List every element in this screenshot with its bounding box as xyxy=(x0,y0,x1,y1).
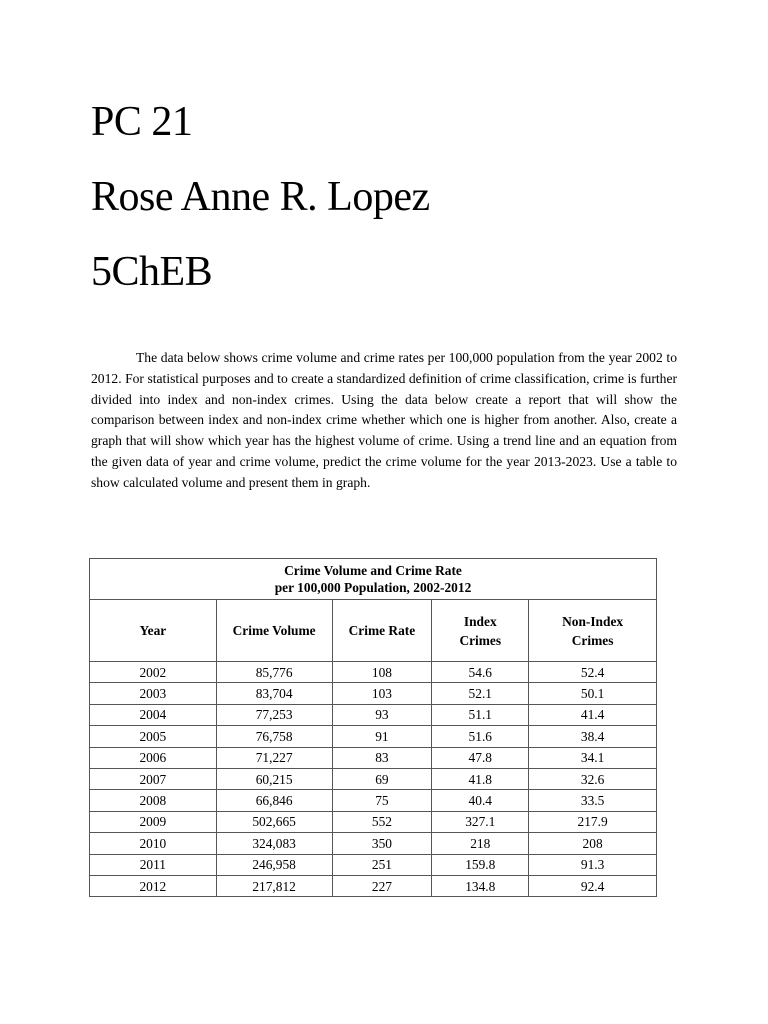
col-header-index-crimes xyxy=(432,600,529,662)
cell-volume: 60,215 xyxy=(216,768,332,789)
cell-nonindex: 50.1 xyxy=(529,683,657,704)
cell-volume: 502,665 xyxy=(216,811,332,832)
table-row xyxy=(90,768,657,789)
table-row xyxy=(90,811,657,832)
cell-rate: 83 xyxy=(332,747,432,768)
cell-year: 2007 xyxy=(90,768,217,789)
cell-nonindex: 91.3 xyxy=(529,854,657,875)
table-row xyxy=(90,790,657,811)
cell-nonindex: 92.4 xyxy=(529,875,657,896)
cell-index: 51.1 xyxy=(432,704,529,725)
cell-year: 2004 xyxy=(90,704,217,725)
cell-year: 2012 xyxy=(90,875,217,896)
cell-volume: 217,812 xyxy=(216,875,332,896)
cell-nonindex: 52.4 xyxy=(529,662,657,683)
cell-year: 2009 xyxy=(90,811,217,832)
col-header-nonindex-crimes xyxy=(529,600,657,662)
cell-nonindex: 32.6 xyxy=(529,768,657,789)
cell-rate: 251 xyxy=(332,854,432,875)
crime-table xyxy=(89,558,657,897)
cell-rate: 103 xyxy=(332,683,432,704)
cell-index: 327.1 xyxy=(432,811,529,832)
table-row xyxy=(90,747,657,768)
section-code: 5ChEB xyxy=(91,249,213,295)
table-title xyxy=(90,559,657,600)
cell-year: 2006 xyxy=(90,747,217,768)
course-code: PC 21 xyxy=(91,99,193,145)
cell-volume: 77,253 xyxy=(216,704,332,725)
cell-rate: 552 xyxy=(332,811,432,832)
cell-rate: 350 xyxy=(332,833,432,854)
student-name: Rose Anne R. Lopez xyxy=(91,174,430,220)
col-header-crime-volume: Crime Volume xyxy=(216,600,332,662)
cell-nonindex: 41.4 xyxy=(529,704,657,725)
table-title-line2: per 100,000 Population, 2002-2012 xyxy=(274,580,472,595)
cell-index: 51.6 xyxy=(432,726,529,747)
table-row xyxy=(90,704,657,725)
cell-index: 52.1 xyxy=(432,683,529,704)
col-header-year: Year xyxy=(90,600,217,662)
cell-year: 2002 xyxy=(90,662,217,683)
col-header-index-line2: Crimes xyxy=(459,632,502,648)
cell-year: 2008 xyxy=(90,790,217,811)
cell-rate: 75 xyxy=(332,790,432,811)
cell-index: 47.8 xyxy=(432,747,529,768)
cell-nonindex: 208 xyxy=(529,833,657,854)
cell-index: 40.4 xyxy=(432,790,529,811)
instructions-paragraph: The data below shows crime volume and crime rates per 100,000 population from the year 2002 to 2012. For statistical purposes and to create a standardized definition of crime classification, crime is further divided into index and non-index crimes. Using the data below create a report that will show the comparison between index and non-index crime whether which one is higher from another. Also, create a graph that will show which year has the highest volume of crime. Using a trend line and an equation from the given data of year and crime volume, predict the crime volume for the year 2013-2023. Use a table to show calculated volume and present them in graph. xyxy=(91,350,677,490)
table-row xyxy=(90,683,657,704)
cell-nonindex: 34.1 xyxy=(529,747,657,768)
col-header-nonindex-line2: Crimes xyxy=(571,632,614,648)
cell-volume: 71,227 xyxy=(216,747,332,768)
cell-rate: 93 xyxy=(332,704,432,725)
col-header-index-line1: Index xyxy=(463,613,497,629)
cell-index: 159.8 xyxy=(432,854,529,875)
table-row xyxy=(90,662,657,683)
table-header-row xyxy=(90,600,657,662)
cell-year: 2011 xyxy=(90,854,217,875)
cell-rate: 227 xyxy=(332,875,432,896)
cell-year: 2003 xyxy=(90,683,217,704)
col-header-crime-rate: Crime Rate xyxy=(332,600,432,662)
cell-index: 218 xyxy=(432,833,529,854)
table-row xyxy=(90,833,657,854)
col-header-nonindex-line1: Non-Index xyxy=(562,613,624,629)
cell-year: 2010 xyxy=(90,833,217,854)
cell-volume: 85,776 xyxy=(216,662,332,683)
cell-index: 54.6 xyxy=(432,662,529,683)
table-row xyxy=(90,854,657,875)
cell-volume: 83,704 xyxy=(216,683,332,704)
table-row xyxy=(90,726,657,747)
cell-index: 41.8 xyxy=(432,768,529,789)
cell-volume: 76,758 xyxy=(216,726,332,747)
cell-nonindex: 38.4 xyxy=(529,726,657,747)
cell-rate: 69 xyxy=(332,768,432,789)
cell-rate: 91 xyxy=(332,726,432,747)
cell-nonindex: 33.5 xyxy=(529,790,657,811)
table-title-line1: Crime Volume and Crime Rate xyxy=(284,563,462,578)
cell-volume: 66,846 xyxy=(216,790,332,811)
cell-nonindex: 217.9 xyxy=(529,811,657,832)
table-row xyxy=(90,875,657,896)
cell-year: 2005 xyxy=(90,726,217,747)
cell-volume: 324,083 xyxy=(216,833,332,854)
cell-volume: 246,958 xyxy=(216,854,332,875)
cell-rate: 108 xyxy=(332,662,432,683)
cell-index: 134.8 xyxy=(432,875,529,896)
